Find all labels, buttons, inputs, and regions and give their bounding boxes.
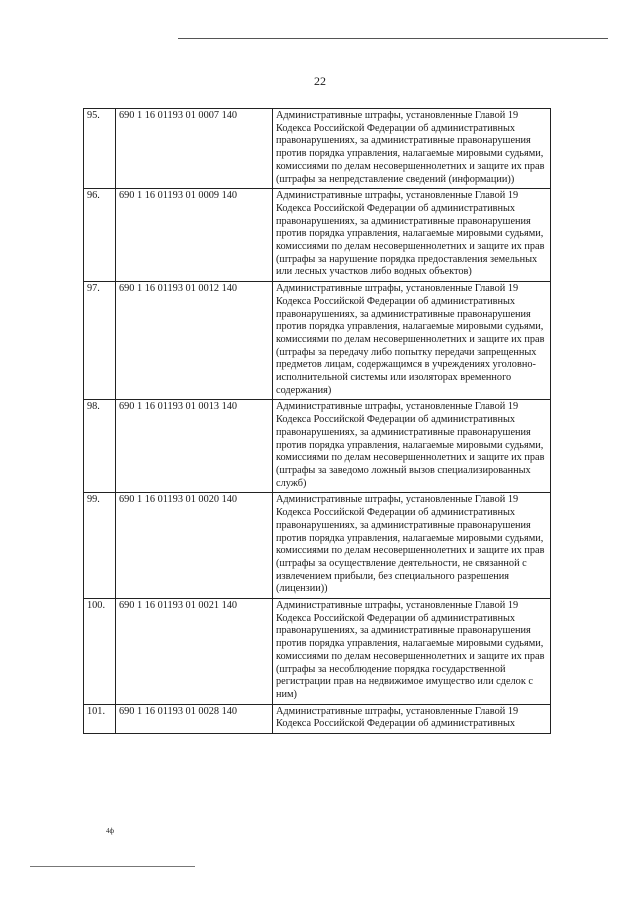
table-row — [84, 189, 551, 282]
row-description: Административные штрафы, установленные Главой 19 Кодекса Российской Федерации об административных правонарушениях, за административные правонарушения против порядка управления, налагаемые мировыми судьями, комиссиями по делам несовершеннолетних и защите их прав (штрафы за непредставление сведений (информации)) — [273, 109, 551, 189]
budget-code: 690 1 16 01193 01 0013 140 — [116, 400, 273, 493]
budget-code: 690 1 16 01193 01 0012 140 — [116, 282, 273, 400]
row-description: Административные штрафы, установленные Главой 19 Кодекса Российской Федерации об административных правонарушениях, за административные правонарушения против порядка управления, налагаемые мировыми судьями, комиссиями по делам несовершеннолетних и защите их прав (штрафы за заведомо ложный вызов специализированных служб) — [273, 400, 551, 493]
row-number: 96. — [84, 189, 116, 282]
budget-code: 690 1 16 01193 01 0028 140 — [116, 704, 273, 733]
row-description: Административные штрафы, установленные Главой 19 Кодекса Российской Федерации об административных правонарушениях, за административные правонарушения против порядка управления, налагаемые мировыми судьями, комиссиями по делам несовершеннолетних и защите их прав (штрафы за осуществление деятельности, не связанной с извлечением прибыли, без специального разрешения (лицензии)) — [273, 493, 551, 599]
row-number: 100. — [84, 599, 116, 705]
budget-codes-table — [83, 108, 551, 734]
table-row — [84, 599, 551, 705]
row-number: 95. — [84, 109, 116, 189]
budget-code: 690 1 16 01193 01 0021 140 — [116, 599, 273, 705]
budget-code: 690 1 16 01193 01 0007 140 — [116, 109, 273, 189]
row-description: Административные штрафы, установленные Главой 19 Кодекса Российской Федерации об административных правонарушениях, за административные правонарушения против порядка управления, налагаемые мировыми судьями, комиссиями по делам несовершеннолетних и защите их прав (штрафы за нарушение порядка предоставления земельных или лесных участков либо водных объектов) — [273, 189, 551, 282]
row-number: 101. — [84, 704, 116, 733]
budget-code: 690 1 16 01193 01 0009 140 — [116, 189, 273, 282]
row-number: 97. — [84, 282, 116, 400]
table-row — [84, 400, 551, 493]
table-row — [84, 704, 551, 733]
table-row — [84, 493, 551, 599]
footer-mark: 4ф — [106, 827, 115, 835]
table-row — [84, 282, 551, 400]
row-number: 98. — [84, 400, 116, 493]
row-description: Административные штрафы, установленные Главой 19 Кодекса Российской Федерации об административных правонарушениях, за административные правонарушения против порядка управления, налагаемые мировыми судьями, комиссиями по делам несовершеннолетних и защите их прав (штрафы за несоблюдение порядка государственной регистрации прав на недвижимое имущество или сделок с ним) — [273, 599, 551, 705]
footer-rule — [30, 866, 195, 867]
budget-code: 690 1 16 01193 01 0020 140 — [116, 493, 273, 599]
row-description: Административные штрафы, установленные Главой 19 Кодекса Российской Федерации об административных правонарушениях, за административные правонарушения против порядка управления, налагаемые мировыми судьями, комиссиями по делам несовершеннолетних и защите их прав (штрафы за передачу либо попытку передачи запрещенных предметов лицам, содержащимся в учреждениях уголовно-исполнительной системы или изоляторах временного содержания) — [273, 282, 551, 400]
row-description: Административные штрафы, установленные Главой 19 Кодекса Российской Федерации об административных — [273, 704, 551, 733]
header-rule — [178, 38, 608, 39]
row-number: 99. — [84, 493, 116, 599]
page-number: 22 — [314, 74, 326, 88]
table-row — [84, 109, 551, 189]
